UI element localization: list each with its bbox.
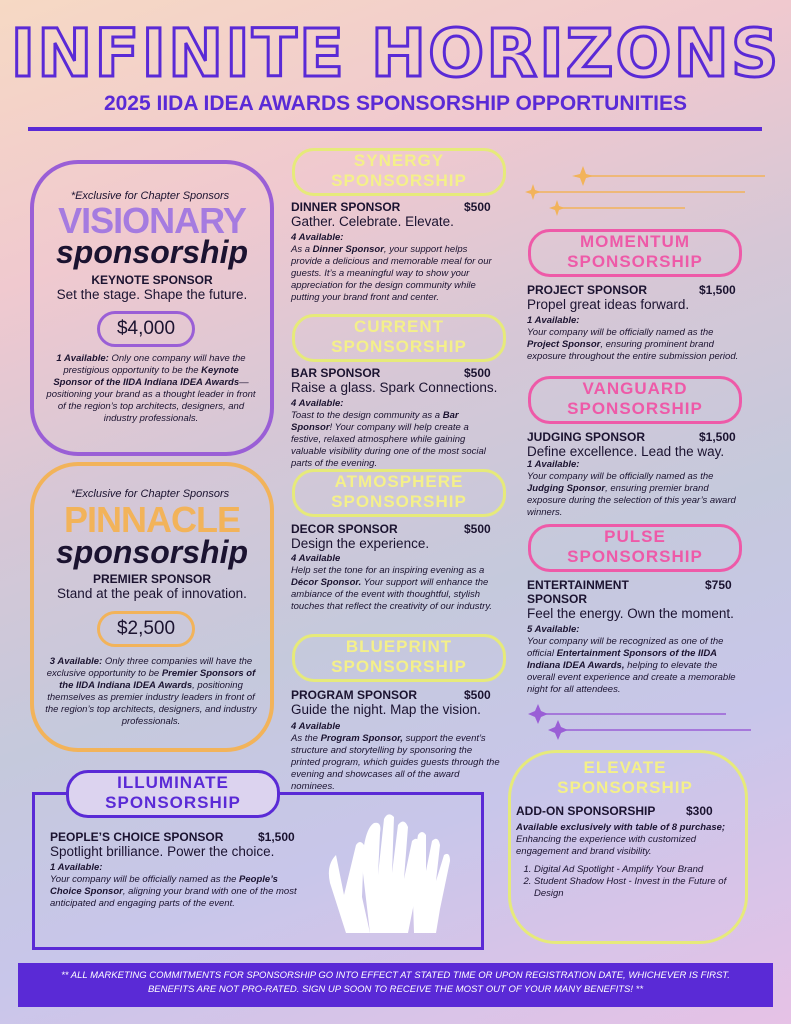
synergy-role: DINNER SPONSOR: [291, 200, 401, 214]
visionary-role: KEYNOTE SPONSOR: [91, 273, 213, 287]
list-item: 2. Student Shadow Host - Invest in the Future of Design: [534, 876, 740, 900]
synergy-tagline: Gather. Celebrate. Elevate.: [291, 214, 454, 229]
sparkle-icon: [548, 720, 568, 740]
sparkle-decoration-top: [515, 162, 765, 218]
visionary-script: sponsorship: [55, 234, 248, 270]
visionary-description: 1 Available: Only one company will have the prestigious opportunity to be the Keynote Sponsor of the IIDA Indiana IDEA Awards—positioning your brand as a thought leader in front of the region’s top architects, designers, and industry professionals.: [46, 353, 256, 424]
illuminate-pill: ILLUMINATE SPONSORSHIP: [66, 770, 280, 818]
blueprint-price: $500: [464, 688, 491, 702]
atmosphere-tagline: Design the experience.: [291, 536, 430, 551]
visionary-title: VISIONARY: [58, 200, 246, 241]
pinnacle-price: $2,500: [97, 611, 195, 647]
current-price: $500: [464, 366, 491, 380]
elevate-description: Available exclusively with table of 8 purchase; Enhancing the experience with customized engagement and brand visibility.: [516, 822, 726, 857]
visionary-note: *Exclusive for Chapter Sponsors: [70, 190, 230, 202]
blueprint-role: PROGRAM SPONSOR: [291, 688, 418, 702]
pinnacle-description: 3 Available: Only three companies will have the exclusive opportunity to be Premier Sponsors of the IIDA Indiana IDEA Awards, positioning themselves as premier industry leaders in front of the region’s top architects, designers, and industry professionals.: [45, 656, 257, 727]
pinnacle-title: PINNACLE: [63, 499, 240, 540]
list-item: 1. Digital Ad Spotlight - Amplify Your Brand: [534, 864, 740, 876]
pinnacle-tagline: Stand at the peak of innovation.: [57, 586, 247, 601]
pulse-tagline: Feel the energy. Own the moment.: [527, 606, 734, 621]
momentum-tagline: Propel great ideas forward.: [527, 297, 690, 312]
raised-hands-icon: [322, 805, 462, 933]
vanguard-pill: VANGUARD SPONSORSHIP: [528, 376, 742, 424]
pinnacle-note: *Exclusive for Chapter Sponsors: [70, 488, 230, 500]
elevate-pill: ELEVATE SPONSORSHIP: [557, 758, 693, 797]
sparkle-icon: [528, 704, 548, 724]
vanguard-role: JUDGING SPONSOR: [527, 430, 646, 444]
footer-disclaimer: ** ALL MARKETING COMMITMENTS FOR SPONSORSHIP GO INTO EFFECT AT STATED TIME OR UPON REGISTRATION DATE, WHICHEVER IS FIRST. BENEFITS ARE NOT PRO-RATED. SIGN UP SOON TO RECEIVE THE MOST OUT OF YOUR MANY BENEFITS! **: [18, 963, 773, 1007]
current-tagline: Raise a glass. Spark Connections.: [291, 380, 498, 395]
sparkle-icon: [525, 184, 541, 200]
sparkle-decoration-bottom: [526, 702, 756, 742]
synergy-description: 4 Available: As a Dinner Sponsor, your support helps provide a delicious and memorable meal for our guests. It’s a meaningful way to show your appreciation for the design community while putting your brand front and center.: [291, 232, 492, 303]
synergy-price: $500: [464, 200, 491, 214]
elevate-list: [516, 864, 740, 900]
page-subtitle: 2025 IIDA IDEA AWARDS SPONSORSHIP OPPORTUNITIES: [103, 92, 688, 115]
header-divider: [28, 127, 762, 131]
current-pill: CURRENT SPONSORSHIP: [292, 314, 506, 362]
momentum-pill: MOMENTUM SPONSORSHIP: [528, 229, 742, 277]
vanguard-price: $1,500: [699, 430, 736, 444]
momentum-description: 1 Available: Your company will be officially named as the Project Sponsor, ensuring prominent brand exposure throughout the entire submission period.: [527, 315, 739, 362]
momentum-price: $1,500: [699, 283, 736, 297]
sparkle-icon: [572, 166, 594, 186]
pulse-role: ENTERTAINMENT SPONSOR: [527, 578, 629, 606]
visionary-tagline: Set the stage. Shape the future.: [56, 287, 248, 302]
illuminate-tagline: Spotlight brilliance. Power the choice.: [50, 844, 275, 859]
current-description: 4 Available: Toast to the design community as a Bar Sponsor! Your company will help create a festive, relaxed atmosphere while gaining valuable visibility during one of the most social parts of the evening.: [291, 398, 486, 469]
illuminate-role: PEOPLE’S CHOICE SPONSOR: [50, 830, 224, 844]
elevate-price: $300: [686, 804, 713, 818]
page-title: INFINITE HORIZONS: [10, 15, 781, 92]
synergy-pill: SYNERGY SPONSORSHIP: [292, 148, 506, 196]
visionary-price: $4,000: [97, 311, 195, 347]
atmosphere-price: $500: [464, 522, 491, 536]
atmosphere-role: DECOR SPONSOR: [291, 522, 398, 536]
illuminate-price: $1,500: [258, 830, 295, 844]
pulse-price: $750: [705, 578, 732, 592]
vanguard-tagline: Define excellence. Lead the way.: [527, 444, 725, 459]
atmosphere-pill: ATMOSPHERE SPONSORSHIP: [292, 469, 506, 517]
illuminate-description: 1 Available: Your company will be officially named as the People’s Choice Sponsor, aligning your brand with one of the most anticipated and engaging parts of the event.: [50, 862, 297, 909]
pulse-pill: PULSE SPONSORSHIP: [528, 524, 742, 572]
vanguard-description: 1 Available: Your company will be officially named as the Judging Sponsor, ensuring premier brand exposure during the selection of this year’s award winners.: [527, 459, 736, 518]
momentum-role: PROJECT SPONSOR: [527, 283, 648, 297]
pinnacle-role: PREMIER SPONSOR: [92, 572, 212, 586]
pinnacle-script: sponsorship: [55, 534, 248, 570]
blueprint-pill: BLUEPRINT SPONSORSHIP: [292, 634, 506, 682]
atmosphere-description: 4 Available Help set the tone for an inspiring evening as a Décor Sponsor. Your support will enhance the ambiance of the event with thoughtful, stylish touches that reflect the creativity of our industry.: [291, 553, 493, 612]
blueprint-tagline: Guide the night. Map the vision.: [291, 702, 481, 717]
sparkle-icon: [549, 200, 565, 216]
pulse-description: 5 Available: Your company will be recognized as one of the official Entertainment Sponsors of the IIDA Indiana IDEA Awards, helping to elevate the overall event experience and create a memorable night for all attendees.: [527, 624, 736, 695]
current-role: BAR SPONSOR: [291, 366, 381, 380]
elevate-role: ADD-ON SPONSORSHIP: [516, 804, 656, 818]
blueprint-description: 4 Available As the Program Sponsor, support the event’s structure and storytelling by sponsoring the printed program, which guides guests through the evening and showcases all of the award nominees.: [291, 721, 500, 792]
